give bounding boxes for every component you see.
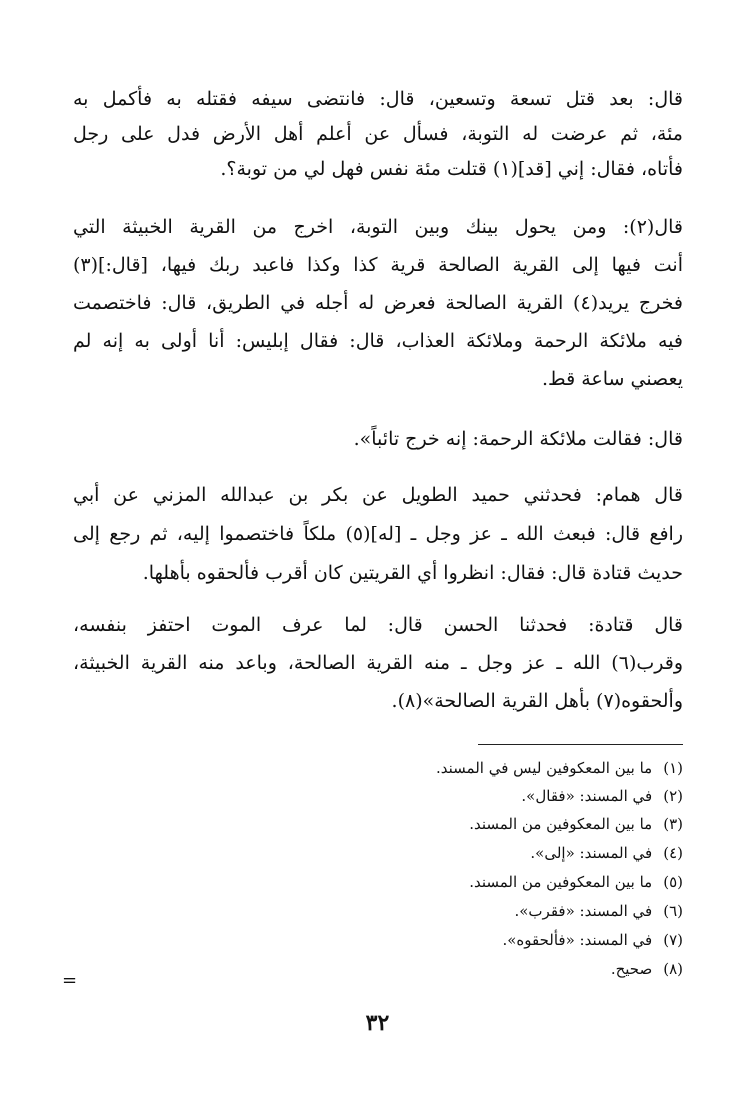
footnote-text: في المسند: «فقرب».	[514, 902, 653, 920]
footnote-number: (٣)	[663, 815, 683, 833]
footnote	[73, 929, 683, 951]
footnote-text: ما بين المعكوفين ليس في المسند.	[436, 759, 653, 777]
body-line: وقرب(٦) الله ـ عز وجل ـ منه القرية الصالحة، وباعد منه القرية الخبيثة،	[73, 652, 683, 674]
footnote-text: في المسند: «إلى».	[530, 844, 653, 862]
footnote-text: ما بين المعكوفين من المسند.	[469, 815, 653, 833]
footnote-number: (٦)	[663, 902, 683, 920]
footnote-text: في المسند: «فألحقوه».	[502, 931, 653, 949]
footnote-text: في المسند: «فقال».	[521, 787, 653, 805]
body-line: مئة، ثم عرضت له التوبة، فسأل عن أعلم أهل الأرض فدل على رجل	[73, 123, 683, 145]
footnote-number: (٢)	[663, 787, 683, 805]
footnote-number: (٥)	[663, 873, 683, 891]
body-line: وألحقوه(٧) بأهل القرية الصالحة»(٨).	[391, 690, 683, 712]
footnote-text: صحيح.	[610, 960, 653, 978]
footnote	[73, 900, 683, 922]
footnote-number: (٨)	[663, 960, 683, 978]
footnote	[73, 842, 683, 864]
footnote	[73, 958, 683, 980]
body-line: قال همام: فحدثني حميد الطويل عن بكر بن عبدالله المزني عن أبي	[73, 484, 683, 506]
page-number: ٣٢	[365, 1010, 390, 1036]
footnote-text: ما بين المعكوفين من المسند.	[469, 873, 653, 891]
body-line: رافع قال: فبعث الله ـ عز وجل ـ [له](٥) ملكاً فاختصموا إليه، ثم رجع إلى	[73, 523, 683, 545]
footnote	[73, 871, 683, 893]
footnote-number: (١)	[663, 759, 683, 777]
body-line: فأتاه، فقال: إني [قد](١) قتلت مئة نفس فهل لي من توبة؟.	[220, 158, 683, 180]
body-line: قال قتادة: فحدثنا الحسن قال: لما عرف الموت احتفز بنفسه،	[73, 614, 683, 636]
body-line: أنت فيها إلى القرية الصالحة قرية كذا وكذا فاعبد ربك فيها، [قال:](٣)	[73, 254, 683, 276]
body-line: فخرج يريد(٤) القرية الصالحة فعرض له أجله في الطريق، قال: فاختصمت	[73, 292, 683, 314]
footnote-separator	[478, 744, 683, 745]
footnote	[73, 785, 683, 807]
footnote	[73, 757, 683, 779]
body-line: قال(٢): ومن يحول بينك وبين التوبة، اخرج من القرية الخبيثة التي	[73, 216, 683, 238]
footnote-number: (٧)	[663, 931, 683, 949]
body-line: قال: بعد قتل تسعة وتسعين، قال: فانتضى سيفه فقتله به فأكمل به	[73, 88, 683, 110]
body-line: قال: فقالت ملائكة الرحمة: إنه خرج تائباً».	[353, 428, 683, 450]
body-line: فيه ملائكة الرحمة وملائكة العذاب، قال: فقال إبليس: أنا أولى به إنه لم	[73, 330, 683, 352]
body-line: يعصني ساعة قط.	[542, 368, 683, 390]
footnote	[73, 813, 683, 835]
body-line: حديث قتادة قال: فقال: انظروا أي القريتين كان أقرب فألحقوه بأهلها.	[142, 562, 683, 584]
footnote-number: (٤)	[663, 844, 683, 862]
continuation-mark: =	[62, 970, 78, 991]
